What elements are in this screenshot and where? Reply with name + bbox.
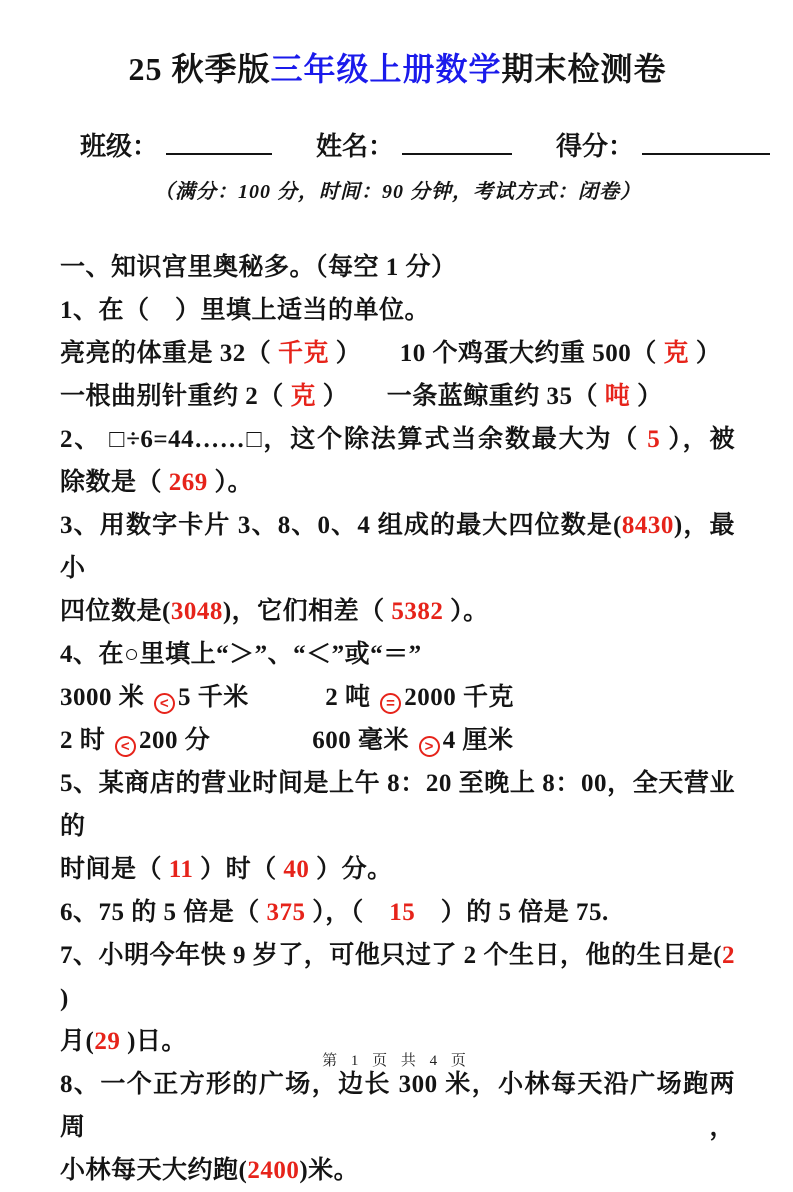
answer-text: 千克 (278, 340, 330, 367)
text-segment: 200 分 600 毫米 (139, 727, 416, 754)
text-segment: 5 千米 2 吨 (178, 684, 378, 711)
answer-text: 克 (290, 383, 317, 410)
question-line (60, 375, 735, 418)
text-segment: 2 时 (60, 727, 113, 754)
comparison-circle-answer: > (419, 736, 440, 757)
exam-meta-info: （满分：100 分，时间：90 分钟，考试方式：闭卷） (154, 181, 641, 203)
class-label: 班级： (80, 132, 159, 161)
name-label: 姓名： (316, 132, 395, 161)
question-line (60, 418, 735, 461)
text-segment: 8、一个正方形的广场，边长 300 米，小林每天沿广场跑两周， (60, 1071, 735, 1141)
text-segment: 1、在（ ）里填上适当的单位。 (60, 297, 431, 324)
question-line (60, 1149, 735, 1192)
text-segment: )日。 (120, 1028, 187, 1055)
question-line (60, 762, 735, 848)
text-segment: ）分。 (309, 856, 393, 883)
text-segment: )，它们相差（ (222, 598, 392, 625)
question-line (60, 461, 735, 504)
score-label: 得分： (556, 132, 635, 161)
text-segment: 亮亮的体重是 32（ (60, 340, 279, 367)
text-segment: 4 厘米 (442, 727, 514, 754)
comparison-circle-answer: < (115, 736, 136, 757)
answer-text: 269 (168, 469, 208, 496)
answer-text: 5382 (391, 598, 444, 625)
question-line (60, 289, 735, 332)
text-segment: 6、75 的 5 倍是（ (60, 899, 267, 926)
comparison-circle-answer: < (154, 693, 175, 714)
question-line (60, 719, 735, 762)
question-line (60, 332, 735, 375)
answer-text: 11 (168, 856, 194, 883)
answer-text: 3048 (170, 598, 223, 625)
text-segment: 除数是（ (60, 469, 169, 496)
question-line (60, 504, 735, 590)
text-segment: ) (60, 985, 69, 1012)
text-segment: 3000 米 (60, 684, 152, 711)
page-footer: 第 1 页 共 4 页 (322, 1053, 471, 1069)
question-line (60, 891, 735, 934)
class-blank-field (166, 127, 272, 155)
text-segment: ）的 5 倍是 75. (415, 899, 609, 926)
text-segment: 7、小明今年快 9 岁了，可他只过了 2 个生日，他的生日是( (60, 942, 722, 969)
text-segment: 一根曲别针重约 2（ (60, 383, 291, 410)
page-title (60, 44, 735, 90)
text-segment: 4、在○里填上“＞”、“＜”或“＝” (60, 641, 422, 668)
answer-text: 2400 (247, 1157, 300, 1184)
text-segment: 四位数是( (60, 598, 171, 625)
text-segment: 时间是（ (60, 856, 169, 883)
text-segment: 5、某商店的营业时间是上午 8：20 至晚上 8：00，全天营业的 (60, 770, 735, 840)
text-segment: 月( (60, 1028, 95, 1055)
text-segment: ） (689, 340, 722, 367)
score-blank-field (642, 127, 770, 155)
text-segment: ）。 (443, 598, 489, 625)
text-segment: ） (630, 383, 663, 410)
answer-text: 5 (647, 426, 661, 453)
answer-text: 15 (389, 899, 416, 926)
question-line (60, 676, 735, 719)
answer-text: 吨 (604, 383, 631, 410)
answer-text: 29 (94, 1028, 121, 1055)
text-segment: )米。 (299, 1157, 360, 1184)
text-segment: 小林每天大约跑( (60, 1157, 248, 1184)
text-segment: 25 秋季版 (128, 51, 271, 87)
text-segment: 2、 □÷6=44……□，这个除法算式当余数最大为（ (60, 426, 648, 453)
text-segment: ） 一条蓝鲸重约 35（ (316, 383, 605, 410)
text-segment: ），（ (305, 899, 390, 926)
text-segment: 3、用数字卡片 3、8、0、4 组成的最大四位数是( (60, 512, 622, 539)
title-highlight: 三年级上册数学 (270, 51, 502, 87)
text-segment: ）时（ (193, 856, 284, 883)
text-segment: ），被 (660, 426, 735, 453)
section-heading: 一、知识宫里奥秘多。（每空 1 分） (60, 254, 457, 281)
answer-text: 40 (283, 856, 310, 883)
student-info-line (60, 126, 735, 163)
text-segment: 2000 千克 (404, 684, 515, 711)
question-line (60, 590, 735, 633)
question-line (60, 1063, 735, 1149)
text-segment: 期末检测卷 (501, 51, 667, 87)
answer-text: 2 (722, 942, 735, 969)
text-segment: ） 10 个鸡蛋大约重 500（ (329, 340, 664, 367)
question-line (60, 848, 735, 891)
question-line (60, 934, 735, 1020)
answer-text: 克 (663, 340, 690, 367)
comparison-circle-answer: = (380, 693, 401, 714)
question-line (60, 633, 735, 676)
answer-text: 8430 (621, 512, 674, 539)
text-segment: )，最小 (60, 512, 735, 582)
answer-text: 375 (266, 899, 306, 926)
text-segment: ）。 (207, 469, 254, 496)
name-blank-field (402, 127, 512, 155)
